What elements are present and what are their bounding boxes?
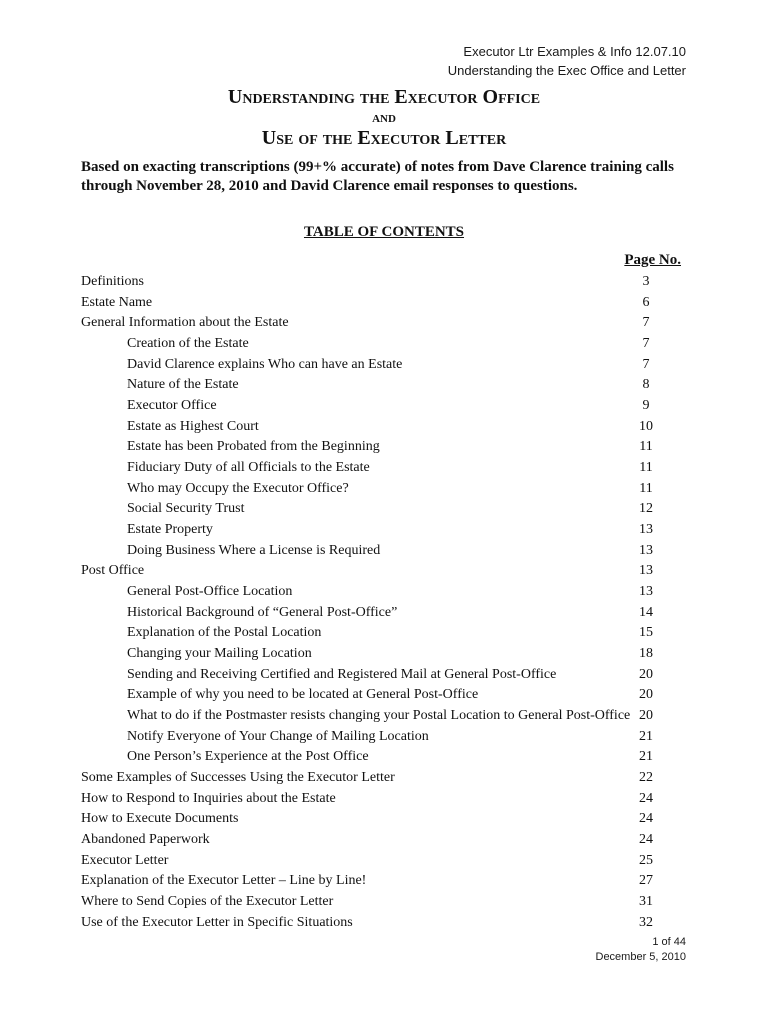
toc-entry-label: Explanation of the Executor Letter – Line by Line!	[81, 873, 367, 889]
toc-entry-page: 21	[639, 749, 653, 765]
toc-entry-page: 24	[639, 790, 653, 806]
toc-row	[81, 479, 687, 500]
toc-entry-page: 13	[639, 522, 653, 538]
toc-entry-label: Example of why you need to be located at General Post-Office	[127, 687, 479, 703]
toc-entry-page: 10	[639, 418, 653, 434]
header-line-1: Executor Ltr Examples & Info 12.07.10	[463, 44, 686, 59]
toc-entry-label: Notify Everyone of Your Change of Mailing Location	[127, 728, 429, 744]
toc-row	[81, 768, 687, 789]
toc-row	[81, 871, 687, 892]
toc-entry-label: What to do if the Postmaster resists changing your Postal Location to General Post-Office	[127, 708, 631, 724]
toc-row	[81, 520, 687, 541]
toc-entry-page: 13	[639, 584, 653, 600]
title-line-3: Use of the Executor Letter	[261, 127, 507, 149]
toc-row	[81, 437, 687, 458]
toc-entry-page: 31	[639, 894, 653, 910]
title-line-1: Understanding the Executor Office	[227, 86, 541, 108]
toc-row	[81, 644, 687, 665]
toc-entry-page: 20	[639, 708, 653, 724]
toc-row	[81, 541, 687, 562]
toc-entry-label: Creation of the Estate	[127, 336, 249, 352]
toc-row	[81, 272, 687, 293]
toc-entry-page: 7	[642, 336, 650, 352]
toc-row	[81, 706, 687, 727]
toc-entry-page: 14	[639, 604, 653, 620]
toc-entry-page: 25	[639, 852, 653, 868]
footer-page-count: 1 of 44	[652, 936, 686, 948]
toc-row	[81, 623, 687, 644]
toc-entry-page: 27	[639, 873, 653, 889]
toc-row	[81, 809, 687, 830]
toc-entry-page: 24	[639, 811, 653, 827]
toc-row	[81, 830, 687, 851]
toc-entry-label: Estate as Highest Court	[127, 418, 259, 434]
toc-entry-label: Post Office	[81, 563, 145, 579]
toc-entry-label: Executor Office	[127, 398, 217, 414]
toc-entry-label: Nature of the Estate	[127, 377, 239, 393]
toc-entry-page: 12	[639, 501, 653, 517]
toc-entry-label: How to Execute Documents	[81, 811, 239, 827]
document-subtitle: Based on exacting transcriptions (99+% accurate) of notes from Dave Clarence training calls through November 28, 2010 and David Clarence email responses to questions.	[81, 159, 674, 194]
toc-row	[81, 913, 687, 934]
toc-entry-label: Changing your Mailing Location	[127, 646, 312, 662]
running-header	[448, 42, 686, 80]
toc-entry-page: 20	[639, 666, 653, 682]
page-footer	[596, 935, 687, 965]
toc-entry-page: 9	[642, 398, 650, 414]
toc-entry-page: 3	[642, 274, 650, 289]
toc-entry-label: Historical Background of “General Post-Office”	[127, 604, 398, 620]
toc-row	[81, 334, 687, 355]
toc-entry-page: 22	[639, 770, 653, 786]
toc-entry-label: One Person’s Experience at the Post Office	[127, 749, 369, 765]
toc-row	[81, 685, 687, 706]
toc-row	[81, 458, 687, 479]
toc-row	[81, 499, 687, 520]
toc-entry-label: Social Security Trust	[127, 501, 245, 517]
toc-entry-page: 15	[639, 625, 653, 641]
toc-entry-page: 11	[639, 480, 653, 496]
toc-entry-label: Sending and Receiving Certified and Registered Mail at General Post-Office	[127, 666, 557, 682]
toc-row	[81, 293, 687, 314]
toc-row	[81, 665, 687, 686]
toc-entry-label: Doing Business Where a License is Required	[127, 542, 381, 558]
toc-row	[81, 582, 687, 603]
toc-row	[81, 313, 687, 334]
toc-entry-page: 7	[642, 315, 650, 331]
toc-entry-label: Use of the Executor Letter in Specific Situations	[81, 914, 353, 930]
toc-entry-label: Who may Occupy the Executor Office?	[127, 480, 349, 496]
toc-entry-page: 20	[639, 687, 653, 703]
toc-entry-page: 13	[639, 542, 653, 558]
toc-row	[81, 561, 687, 582]
toc-row	[81, 375, 687, 396]
toc-entry-label: Definitions	[81, 274, 144, 289]
toc-entry-page: 13	[639, 563, 653, 579]
toc-row	[81, 747, 687, 768]
toc-entry-page: 6	[642, 294, 650, 310]
toc-entry-label: Estate has been Probated from the Beginning	[127, 439, 380, 455]
toc-row	[81, 417, 687, 438]
toc-entry-page: 32	[639, 914, 653, 930]
toc-entry-label: General Information about the Estate	[81, 315, 289, 331]
toc-entry-page: 7	[642, 356, 650, 372]
toc-entry-label: Fiduciary Duty of all Officials to the Estate	[127, 460, 370, 476]
toc-entry-label: Estate Name	[81, 294, 153, 310]
toc-entry-page: 8	[642, 377, 650, 393]
toc-entry-page: 24	[639, 832, 653, 848]
title-line-2: and	[372, 109, 396, 126]
toc-row	[81, 892, 687, 913]
page-no-heading: Page No.	[624, 252, 681, 268]
toc-row	[81, 396, 687, 417]
toc-entry-label: Executor Letter	[81, 852, 169, 868]
table-of-contents	[81, 272, 687, 934]
toc-entry-label: Estate Property	[127, 522, 213, 538]
toc-entry-label: Explanation of the Postal Location	[127, 625, 322, 641]
header-line-2: Understanding the Exec Office and Letter	[447, 63, 686, 78]
toc-entry-label: How to Respond to Inquiries about the Estate	[81, 790, 336, 806]
toc-entry-label: Some Examples of Successes Using the Executor Letter	[81, 770, 395, 786]
toc-row	[81, 603, 687, 624]
footer-date: December 5, 2010	[595, 951, 686, 963]
toc-entry-label: Where to Send Copies of the Executor Letter	[81, 894, 334, 910]
toc-heading: TABLE OF CONTENTS	[303, 224, 465, 240]
toc-entry-page: 11	[639, 439, 653, 455]
toc-entry-page: 11	[639, 460, 653, 476]
toc-row	[81, 355, 687, 376]
toc-row	[81, 727, 687, 748]
toc-row	[81, 851, 687, 872]
toc-row	[81, 789, 687, 810]
toc-entry-label: Abandoned Paperwork	[81, 832, 210, 848]
toc-entry-label: David Clarence explains Who can have an Estate	[127, 356, 403, 372]
toc-entry-label: General Post-Office Location	[127, 584, 293, 600]
toc-entry-page: 18	[639, 646, 653, 662]
toc-entry-page: 21	[639, 728, 653, 744]
